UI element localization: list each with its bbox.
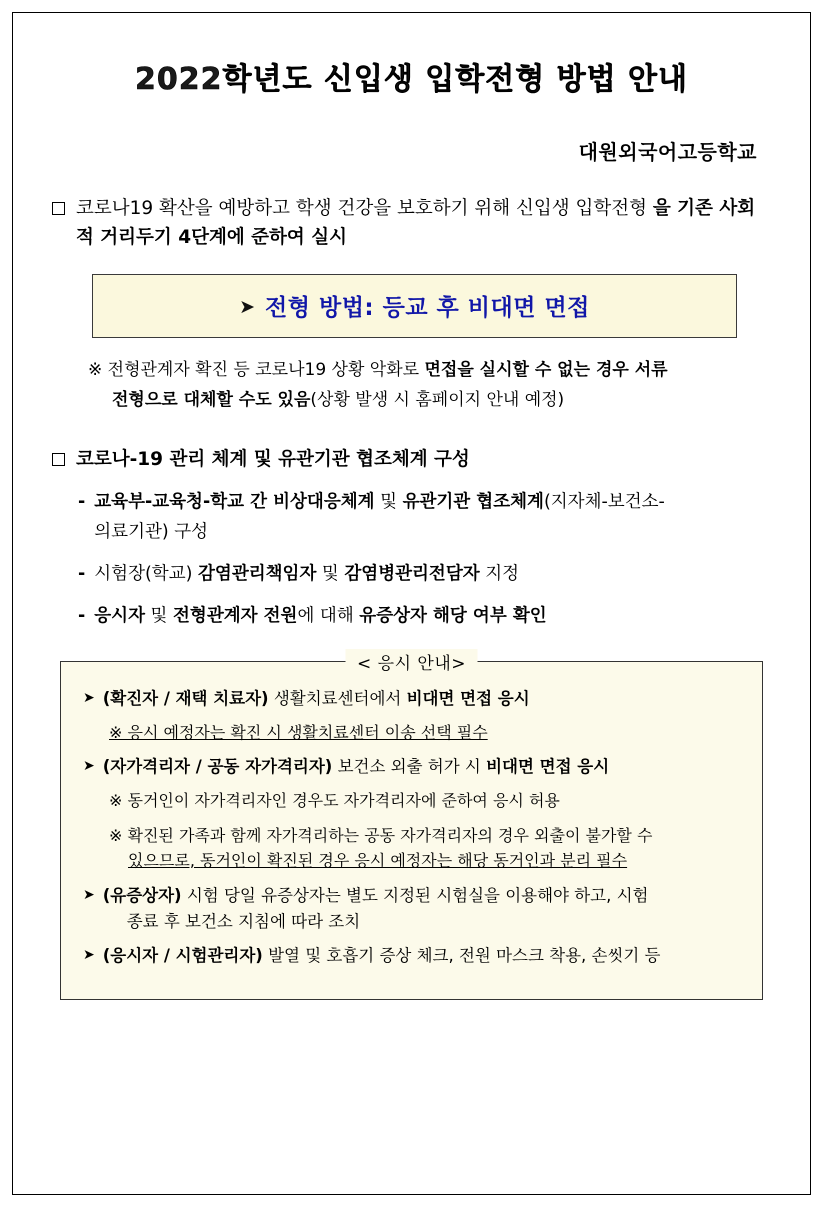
notice-item-2-bold2: 비대면 면접 응시 [486,757,610,777]
notice-item-2-sub-text: ※ 동거인이 자가격리자인 경우도 자가격리자에 준하여 응시 허용 [109,790,560,810]
arrow-icon: ➤ [83,758,95,775]
notice-item-4-bold1: (응시자 / 시험관리자) [102,946,263,966]
arrow-icon: ➤ [83,689,95,706]
notice-item-4-text [103,943,742,970]
section1-text [76,195,771,252]
section2-item-2 [78,559,771,589]
section2-item-3-plain1: 및 [144,605,174,626]
note-line1-b: 면접을 실시할 수 없는 경우 서류 [424,360,668,381]
section2-item-1-bold1: 교육부-교육청-학교 간 비상대응체계 [94,491,375,512]
section-admission-method [52,195,771,416]
section2-item-1-text [94,487,771,547]
notice-box [60,661,763,1000]
notice-item-1-sub [109,720,742,746]
highlight-box [92,274,737,338]
section2-item-3 [78,601,771,631]
section2-item-3-text [94,601,771,631]
school-name: 대원외국어고등학교 [578,140,757,164]
notice-item-3 [83,883,742,936]
notice-item-4-plain1: 발열 및 호흡기 증상 체크, 전원 마스크 착용, 손씻기 등 [262,946,661,966]
section2-heading: 코로나-19 관리 체계 및 유관기관 협조체계 구성 [76,448,470,470]
notice-item-3-line2: 종료 후 보건소 지침에 따라 조치 [126,912,361,932]
notice-item-2-sub2 [109,823,742,874]
section2-item-2-bold1: 감염관리책임자 [198,563,317,584]
notice-item-2-sub2-b: 있으므로, 동거인이 확진된 경우 응시 예정자는 해당 동거인과 분리 필수 [128,851,628,871]
arrow-icon: ➤ [239,296,256,319]
section2-bullet [52,446,771,475]
section2-item-3-bold3: 유증상자 해당 여부 확인 [359,605,547,626]
notice-item-1-bold1: (확진자 / 재택 치료자) [102,688,269,708]
section2-item-3-bold2: 전형관계자 전원 [173,605,298,626]
notice-item-2 [83,754,742,781]
section2-item-2-bold2: 감염병관리전담자 [344,563,480,584]
section1-line1: 코로나19 확산을 예방하고 학생 건강을 보호하기 위해 신입생 입학전형 [76,198,647,219]
section2-item-3-plain2: 에 대해 [297,605,360,626]
notice-item-1-bold2: 비대면 면접 응시 [406,688,530,708]
section2-item-2-plain2: 및 [316,563,345,584]
notice-box-wrapper [60,653,763,1000]
dash-bullet-icon: - [78,605,86,626]
section2-item-2-text [94,559,771,589]
section2-item-3-bold1: 응시자 [94,605,145,626]
notice-item-1-text [103,686,742,713]
note-line2-a: 전형으로 대체할 수도 있음 [112,390,311,411]
section1-note [88,356,761,416]
section1-bullet [52,195,771,252]
section2-item-2-plain1: 시험장(학교) [94,563,199,584]
notice-item-2-plain1: 보건소 외출 허가 시 [332,757,487,777]
dash-bullet-icon: - [78,563,86,584]
notice-item-1-sub-text: ※ 응시 예정자는 확진 시 생활치료센터 이송 선택 필수 [109,722,488,742]
section2-item-1-plain2: (지자체-보건소- [543,491,665,512]
notice-item-4 [83,943,742,970]
notice-legend: < 응시 안내> [345,649,478,674]
section2-item-2-plain3: 지정 [479,563,520,584]
note-line2-b: (상황 발생 시 홈페이지 안내 예정) [310,390,565,411]
note-line2 [112,386,761,416]
notice-item-3-plain1: 시험 당일 유증상자는 별도 지정된 시험실을 이용해야 하고, 시험 [181,885,649,905]
section1-line2: 을 기존 사회적 거리두기 4단계에 준하여 실시 [76,198,756,248]
notice-item-2-text [103,754,742,781]
notice-item-3-text [103,883,742,936]
document-content [26,26,797,1181]
notice-item-2-sub [109,788,742,814]
section2-item-1-line2: 의료기관) 구성 [94,521,209,542]
arrow-icon: ➤ [83,886,95,903]
arrow-icon: ➤ [83,947,95,964]
notice-item-1 [83,686,742,713]
square-bullet-icon [52,453,65,466]
section2-item-1 [78,487,771,547]
section2-item-1-bold2: 유관기관 협조체계 [402,491,544,512]
note-line1-a: ※ 전형관계자 확진 등 코로나19 상황 악화로 [88,360,425,381]
highlight-text: 전형 방법: 등교 후 비대면 면접 [265,295,590,322]
page-title: 2022학년도 신입생 입학전형 방법 안내 [135,62,688,97]
notice-item-2-sub2-a: ※ 확진된 가족과 함께 자가격리하는 공동 자가격리자의 경우 외출이 불가할 수 [109,825,653,845]
dash-bullet-icon: - [78,491,86,512]
square-bullet-icon [52,202,65,215]
notice-item-3-bold1: (유증상자) [102,885,182,905]
section2-item-1-plain1: 및 [374,491,403,512]
notice-item-1-plain1: 생활치료센터에서 [268,688,407,708]
section-covid-management [52,446,771,631]
notice-item-2-bold1: (자가격리자 / 공동 자가격리자) [102,757,333,777]
